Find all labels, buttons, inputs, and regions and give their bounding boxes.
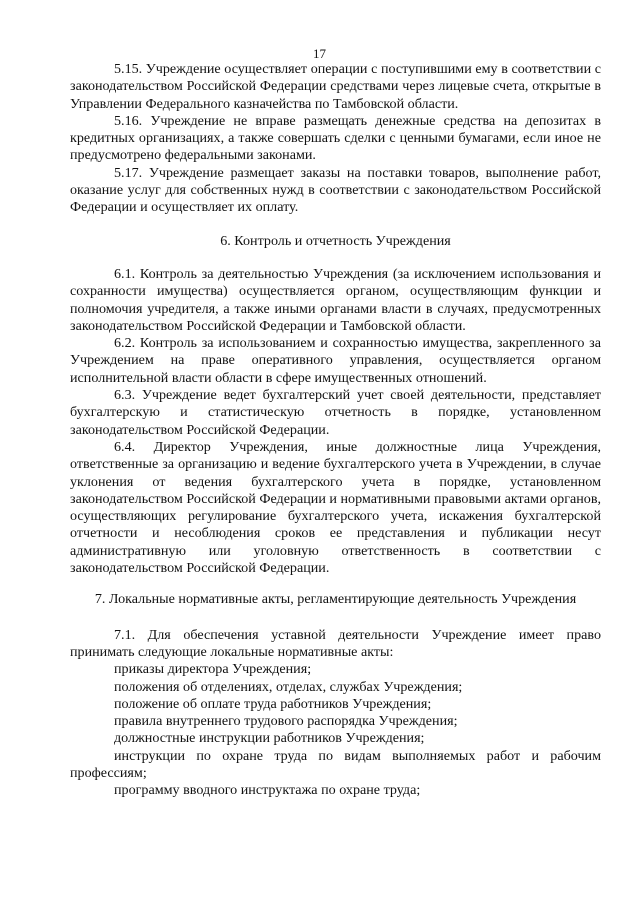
paragraph-6-3: 6.3. Учреждение ведет бухгалтерский учет своей деятельности, представляет бухгалтерскую и статистическую отчетность в порядке, установленном законодательством Российской Федерации. bbox=[70, 387, 601, 438]
list-item: должностные инструкции работников Учреждения; bbox=[114, 730, 425, 747]
paragraph-6-2: 6.2. Контроль за использованием и сохранностью имущества, закрепленного за Учреждением на праве оперативного управления, осуществляется органом исполнительной власти области в сфере имущественных отношений. bbox=[70, 335, 601, 386]
paragraph-5-16: 5.16. Учреждение не вправе размещать денежные средства на депозитах в кредитных организациях, а также совершать сделки с ценными бумагами, если иное не предусмотрено федеральными законами. bbox=[70, 112, 601, 164]
section-heading-6: 6. Контроль и отчетность Учреждения bbox=[220, 232, 451, 249]
section-heading-7: 7. Локальные нормативные акты, регламентирующие деятельность Учреждения bbox=[94, 591, 577, 608]
list-item: положение об оплате труда работников Учреждения; bbox=[114, 695, 432, 712]
list-item: положения об отделениях, отделах, службах Учреждения; bbox=[114, 678, 463, 695]
document-body bbox=[70, 61, 601, 800]
list-item: приказы директора Учреждения; bbox=[114, 661, 312, 678]
list-item: программу вводного инструктажа по охране труда; bbox=[114, 782, 421, 799]
page-number: 17 bbox=[313, 46, 326, 61]
paragraph-6-4: 6.4. Директор Учреждения, иные должностные лица Учреждения, ответственные за организацию и ведение бухгалтерского учета в Учреждении, в случае уклонения от ведения бухгалтерского учета в порядке, установленном законодательством Российской Федерации и нормативными правовыми актами органов, осуществляющих регулирование бухгалтерского учета, искажения бухгалтерской отчетности и несоблюдения сроков ее представления и публикации несут административную или уголовную ответственность в соответствии с законодательством Российской Федерации. bbox=[70, 438, 601, 577]
paragraph-7-1: 7.1. Для обеспечения уставной деятельности Учреждение имеет право принимать следующие локальные нормативные акты: bbox=[70, 626, 601, 660]
paragraph-5-17: 5.17. Учреждение размещает заказы на поставки товаров, выполнение работ, оказание услуг для собственных нужд в соответствии с законодательством Российской Федерации и осуществляет их оплату. bbox=[70, 164, 601, 216]
list-item: правила внутреннего трудового распорядка Учреждения; bbox=[114, 713, 458, 730]
paragraph-6-1: 6.1. Контроль за деятельностью Учреждения (за исключением использования и сохранности имущества) осуществляется органом, осуществляющим функции и полномочия учредителя, а также иными органами власти в случаях, предусмотренных законодательством Российской Федерации и Тамбовской области. bbox=[70, 265, 601, 334]
list-item: инструкции по охране труда по видам выполняемых работ и рабочим профессиям; bbox=[70, 747, 601, 781]
paragraph-5-15: 5.15. Учреждение осуществляет операции с поступившими ему в соответствии с законодательством Российской Федерации средствами через лицевые счета, открытые в Управлении Федерального казначейства по Тамбовской области. bbox=[70, 61, 601, 112]
